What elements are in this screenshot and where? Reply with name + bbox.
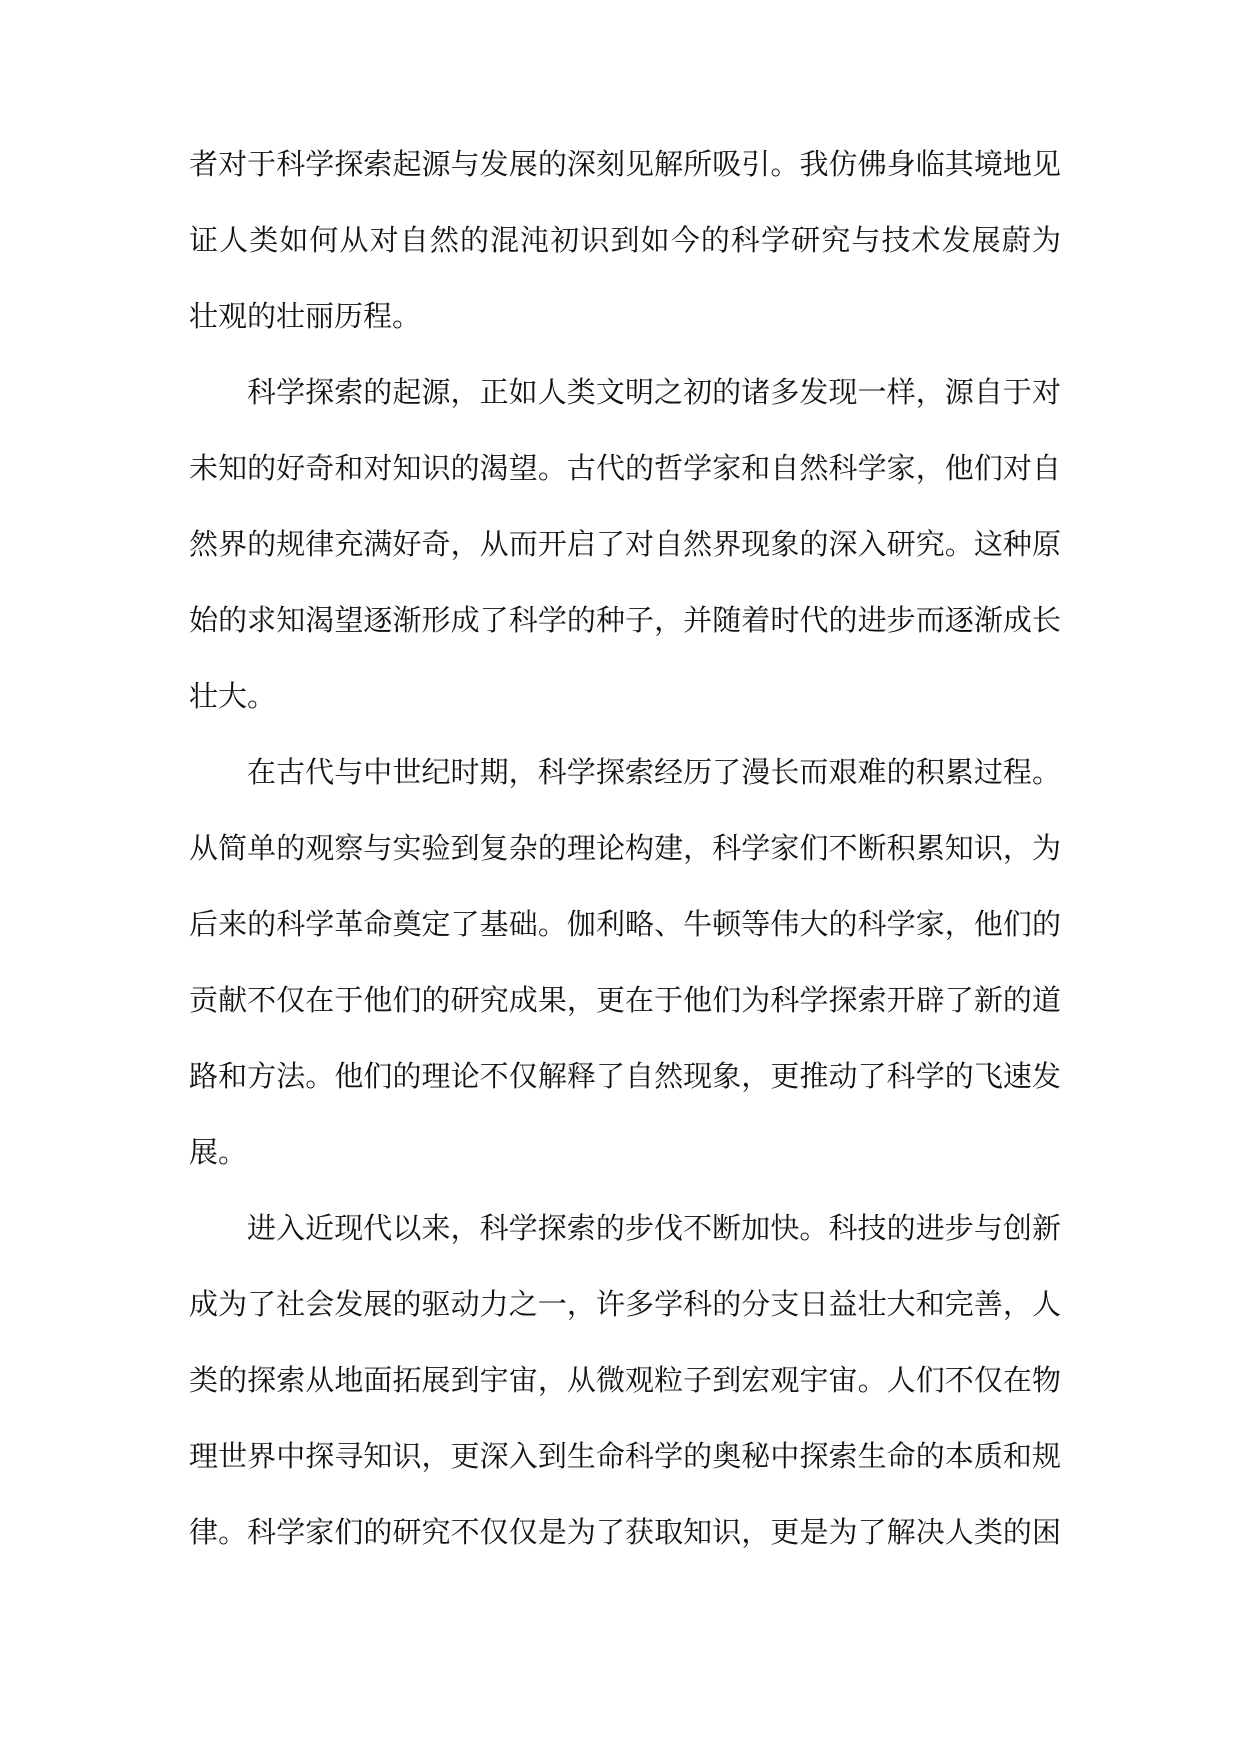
text-line: 未知的好奇和对知识的渴望。古代的哲学家和自然科学家，他们对自 [189, 451, 1061, 485]
text-line: 路和方法。他们的理论不仅解释了自然现象，更推动了科学的飞速发 [189, 1059, 1061, 1093]
text-line: 贡献不仅在于他们的研究成果，更在于他们为科学探索开辟了新的道 [189, 983, 1061, 1017]
text-line: 壮大。 [189, 679, 277, 713]
text-line: 从简单的观察与实验到复杂的理论构建，科学家们不断积累知识，为 [189, 831, 1061, 865]
text-line: 后来的科学革命奠定了基础。伽利略、牛顿等伟大的科学家，他们的 [189, 907, 1061, 941]
text-line: 律。科学家们的研究不仅仅是为了获取知识，更是为了解决人类的困 [189, 1515, 1061, 1549]
text-line: 理世界中探寻知识，更深入到生命科学的奥秘中探索生命的本质和规 [189, 1439, 1061, 1473]
text-line: 壮观的壮丽历程。 [189, 299, 422, 333]
text-line: 成为了社会发展的驱动力之一，许多学科的分支日益壮大和完善，人 [189, 1287, 1061, 1321]
paragraph-first-line: 进入近现代以来，科学探索的步伐不断加快。科技的进步与创新 [247, 1211, 1061, 1245]
text-line: 类的探索从地面拓展到宇宙，从微观粒子到宏观宇宙。人们不仅在物 [189, 1363, 1061, 1397]
paragraph-first-line: 在古代与中世纪时期，科学探索经历了漫长而艰难的积累过程。 [247, 755, 1061, 789]
paragraph-first-line: 科学探索的起源，正如人类文明之初的诸多发现一样，源自于对 [247, 375, 1061, 409]
text-line: 证人类如何从对自然的混沌初识到如今的科学研究与技术发展蔚为 [189, 223, 1061, 257]
text-line: 然界的规律充满好奇，从而开启了对自然界现象的深入研究。这种原 [189, 527, 1061, 561]
text-line: 者对于科学探索起源与发展的深刻见解所吸引。我仿佛身临其境地见 [189, 147, 1061, 181]
body-text [189, 145, 1061, 1589]
text-line: 展。 [189, 1135, 248, 1169]
text-line: 始的求知渴望逐渐形成了科学的种子，并随着时代的进步而逐渐成长 [189, 603, 1061, 637]
